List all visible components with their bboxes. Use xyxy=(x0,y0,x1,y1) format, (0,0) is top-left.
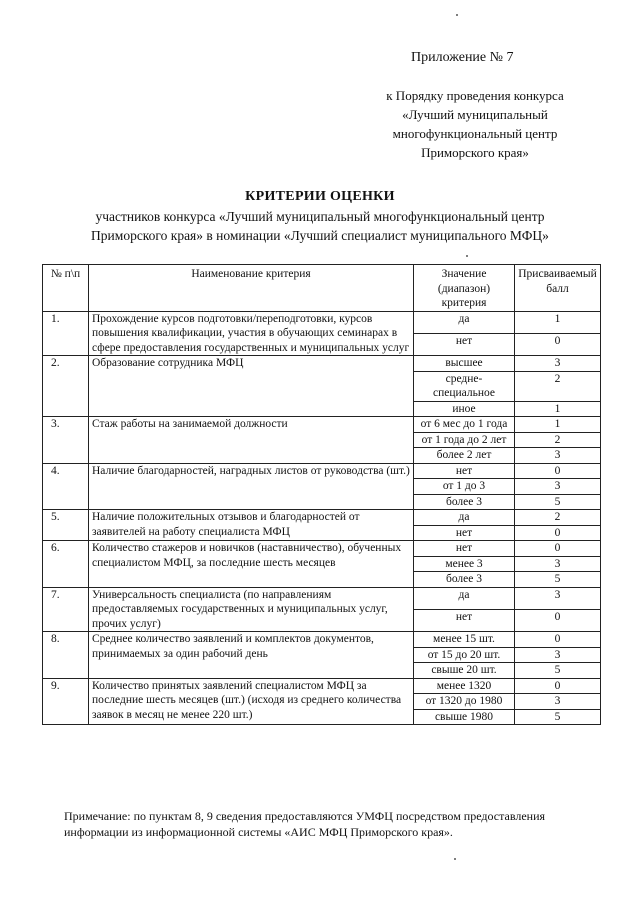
criterion-value: свыше 20 шт. xyxy=(414,663,515,679)
criterion-value: иное xyxy=(414,401,515,417)
order-line: Приморского края» xyxy=(421,145,529,160)
table-row xyxy=(43,678,601,694)
header-score: Присваиваемый балл xyxy=(515,265,601,312)
criterion-score: 3 xyxy=(515,647,601,663)
criterion-name: Наличие благодарностей, наградных листов от руководства (шт.) xyxy=(89,463,414,510)
header-num: № п\п xyxy=(43,265,89,312)
criterion-value: да xyxy=(414,311,515,333)
criterion-score: 2 xyxy=(515,432,601,448)
order-line: к Порядку проведения конкурса xyxy=(386,88,564,103)
scan-speck xyxy=(456,14,458,16)
criterion-name: Количество стажеров и новичков (наставничество), обученных специалистом МФЦ, за последние шесть месяцев xyxy=(89,541,414,588)
criterion-value: нет xyxy=(414,463,515,479)
footnote: Примечание: по пунктам 8, 9 сведения предоставляются УМФЦ посредством предоставления информации из информационной системы «АИС МФЦ Приморского края». xyxy=(64,809,546,839)
criterion-score: 5 xyxy=(515,709,601,725)
criterion-value: свыше 1980 xyxy=(414,709,515,725)
criterion-score: 3 xyxy=(515,694,601,710)
criterion-score: 3 xyxy=(515,587,601,609)
criterion-score: 1 xyxy=(515,417,601,433)
criteria-table xyxy=(42,264,601,725)
order-reference xyxy=(360,86,590,162)
criterion-score: 5 xyxy=(515,494,601,510)
criterion-value: более 3 xyxy=(414,494,515,510)
criterion-score: 2 xyxy=(515,510,601,526)
table-row xyxy=(43,510,601,526)
scan-speck xyxy=(466,255,468,257)
criterion-value: нет xyxy=(414,333,515,355)
criterion-score: 0 xyxy=(515,463,601,479)
scan-speck xyxy=(454,858,456,860)
criterion-name: Образование сотрудника МФЦ xyxy=(89,356,414,417)
appendix-number: Приложение № 7 xyxy=(411,50,514,65)
criterion-score: 0 xyxy=(515,678,601,694)
criterion-number: 1. xyxy=(43,311,89,356)
criterion-name: Универсальность специалиста (по направлениям предоставляемых государственных и муниципальных услуг, прочих услуг) xyxy=(89,587,414,632)
criterion-name: Наличие положительных отзывов и благодарностей от заявителей на работу специалиста МФЦ xyxy=(89,510,414,541)
criterion-value: от 15 до 20 шт. xyxy=(414,647,515,663)
criterion-name: Прохождение курсов подготовки/переподготовки, курсов повышения квалификации, участия в обучающих семинарах в сфере предоставления государственных и муниципальных услуг xyxy=(89,311,414,356)
criterion-score: 1 xyxy=(515,311,601,333)
criterion-number: 3. xyxy=(43,417,89,464)
criterion-value: от 1 до 3 xyxy=(414,479,515,495)
criterion-score: 5 xyxy=(515,572,601,588)
criterion-number: 2. xyxy=(43,356,89,417)
criterion-number: 9. xyxy=(43,678,89,725)
table-row xyxy=(43,417,601,433)
criterion-value: более 3 xyxy=(414,572,515,588)
criterion-name: Стаж работы на занимаемой должности xyxy=(89,417,414,464)
criterion-number: 8. xyxy=(43,632,89,679)
criterion-score: 0 xyxy=(515,632,601,648)
table-row xyxy=(43,356,601,372)
header-value: Значение (диапазон) критерия xyxy=(414,265,515,312)
document-subtitle xyxy=(40,207,600,245)
table-row xyxy=(43,311,601,333)
criterion-value: от 6 мес до 1 года xyxy=(414,417,515,433)
table-row xyxy=(43,587,601,609)
criterion-score: 0 xyxy=(515,609,601,631)
subtitle-line: участников конкурса «Лучший муниципальный многофункциональный центр xyxy=(95,209,545,224)
criterion-number: 6. xyxy=(43,541,89,588)
criterion-number: 7. xyxy=(43,587,89,632)
criterion-value: нет xyxy=(414,609,515,631)
criterion-value: более 2 лет xyxy=(414,448,515,464)
criterion-score: 3 xyxy=(515,479,601,495)
criterion-value: да xyxy=(414,587,515,609)
criterion-value: нет xyxy=(414,525,515,541)
document-title: КРИТЕРИИ ОЦЕНКИ xyxy=(245,189,395,204)
criterion-value: да xyxy=(414,510,515,526)
criterion-value: нет xyxy=(414,541,515,557)
table-header-row xyxy=(43,265,601,312)
order-line: «Лучший муниципальный xyxy=(402,107,548,122)
criterion-score: 3 xyxy=(515,448,601,464)
criterion-value: средне-специальное xyxy=(414,371,515,401)
criterion-score: 5 xyxy=(515,663,601,679)
criterion-score: 0 xyxy=(515,541,601,557)
table-row xyxy=(43,632,601,648)
criterion-score: 2 xyxy=(515,371,601,401)
criterion-value: высшее xyxy=(414,356,515,372)
criterion-value: от 1 года до 2 лет xyxy=(414,432,515,448)
criterion-score: 3 xyxy=(515,556,601,572)
criterion-score: 1 xyxy=(515,401,601,417)
table-row xyxy=(43,541,601,557)
criterion-value: менее 15 шт. xyxy=(414,632,515,648)
subtitle-line: Приморского края» в номинации «Лучший специалист муниципального МФЦ» xyxy=(91,228,549,243)
criterion-score: 0 xyxy=(515,333,601,355)
criterion-value: менее 1320 xyxy=(414,678,515,694)
criterion-value: от 1320 до 1980 xyxy=(414,694,515,710)
header-name: Наименование критерия xyxy=(89,265,414,312)
criterion-name: Количество принятых заявлений специалистом МФЦ за последние шесть месяцев (шт.) (исходя из среднего количества заявок в месяц не менее 220 шт.) xyxy=(89,678,414,725)
criterion-number: 5. xyxy=(43,510,89,541)
table-row xyxy=(43,463,601,479)
criterion-score: 0 xyxy=(515,525,601,541)
criterion-value: менее 3 xyxy=(414,556,515,572)
criterion-number: 4. xyxy=(43,463,89,510)
criterion-score: 3 xyxy=(515,356,601,372)
order-line: многофункциональный центр xyxy=(392,126,558,141)
criterion-name: Среднее количество заявлений и комплектов документов, принимаемых за один рабочий день xyxy=(89,632,414,679)
